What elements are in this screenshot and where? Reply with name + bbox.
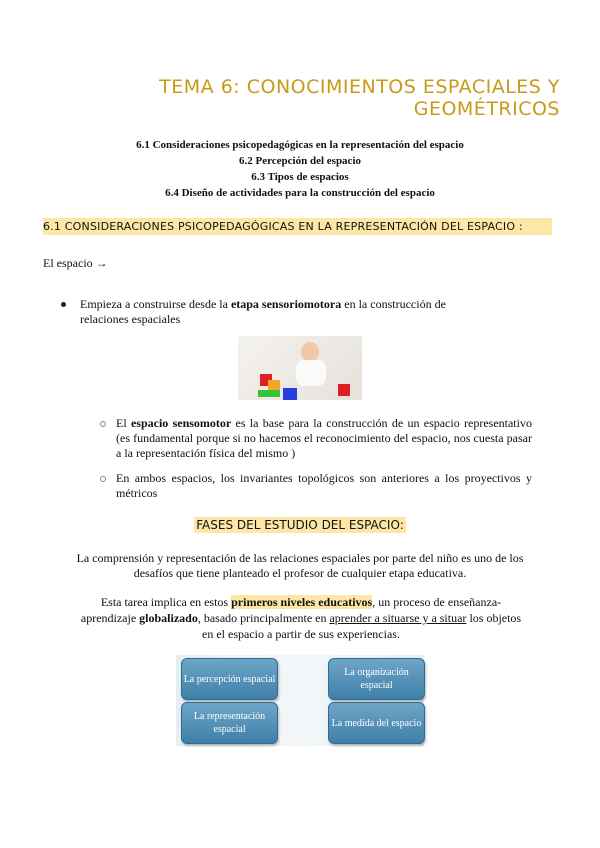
toc-item: 6.2 Percepción del espacio [239,155,361,167]
phase-box: La organización espacial [328,658,425,700]
text: es la base para la construcción de un espacio representativo (es fundamental porque si no hacemos el reconocimiento del espacio, nos cuesta pasar a la representación física del mismo ) [116,416,532,460]
fases-heading: FASES DEL ESTUDIO DEL ESPACIO: [196,518,404,532]
section-heading: 6.1 CONSIDERACIONES PSICOPEDAGÓGICAS EN LA REPRESENTACIÓN DEL ESPACIO : [43,218,552,235]
toc-item: 6.3 Tipos de espacios [251,171,349,183]
text: Esta tarea implica en estos [100,595,232,609]
bold-text: etapa sensoriomotora [230,297,342,311]
phases-diagram [176,655,424,746]
toc-item: 6.4 Diseño de actividades para la construcción del espacio [165,187,435,199]
toc-item: 6.1 Consideraciones psicopedagógicas en la representación del espacio [136,139,464,151]
bullet-text [80,297,460,327]
bullet-dot-icon [61,302,66,307]
text: El [116,416,131,430]
underlined-text: aprender a situarse y a situar [329,611,467,625]
text: los objetos en el espacio a partir de sus experiencias. [202,611,522,641]
page-title-line2: GEOMÉTRICOS [413,98,560,120]
phase-box: La medida del espacio [328,702,425,744]
fases-paragraph [76,594,526,642]
text: Empieza a construirse desde la [80,297,231,311]
text: , basado principalmente en [197,611,330,625]
phase-box: La representación espacial [181,702,278,744]
sub-bullet-icon [100,421,106,427]
bold-text: espacio sensomotor [130,416,232,430]
sub-bullet-text [116,416,532,461]
fases-heading-wrap [0,516,600,534]
page-title-line1: TEMA 6: CONOCIMIENTOS ESPACIALES Y [159,76,560,98]
phase-box: La percepción espacial [181,658,278,700]
text: en la construcción de relaciones espaciales [80,297,446,326]
text: , un proceso de enseñanza-aprendizaje [80,595,502,625]
baby-playing-image [238,336,362,400]
highlight-text: primeros niveles educativos [231,595,373,609]
bold-text: globalizado [139,611,198,625]
sub-bullet-icon [100,476,106,482]
sub-bullet-text: En ambos espacios, los invariantes topológicos son anteriores a los proyectivos y métricos [116,471,532,500]
fases-paragraph: La comprensión y representación de las relaciones espaciales por parte del niño es uno de los desafíos que tiene planteado el profesor de cualquier etapa educativa. [76,551,524,580]
intro-text: El espacio → [43,256,108,270]
